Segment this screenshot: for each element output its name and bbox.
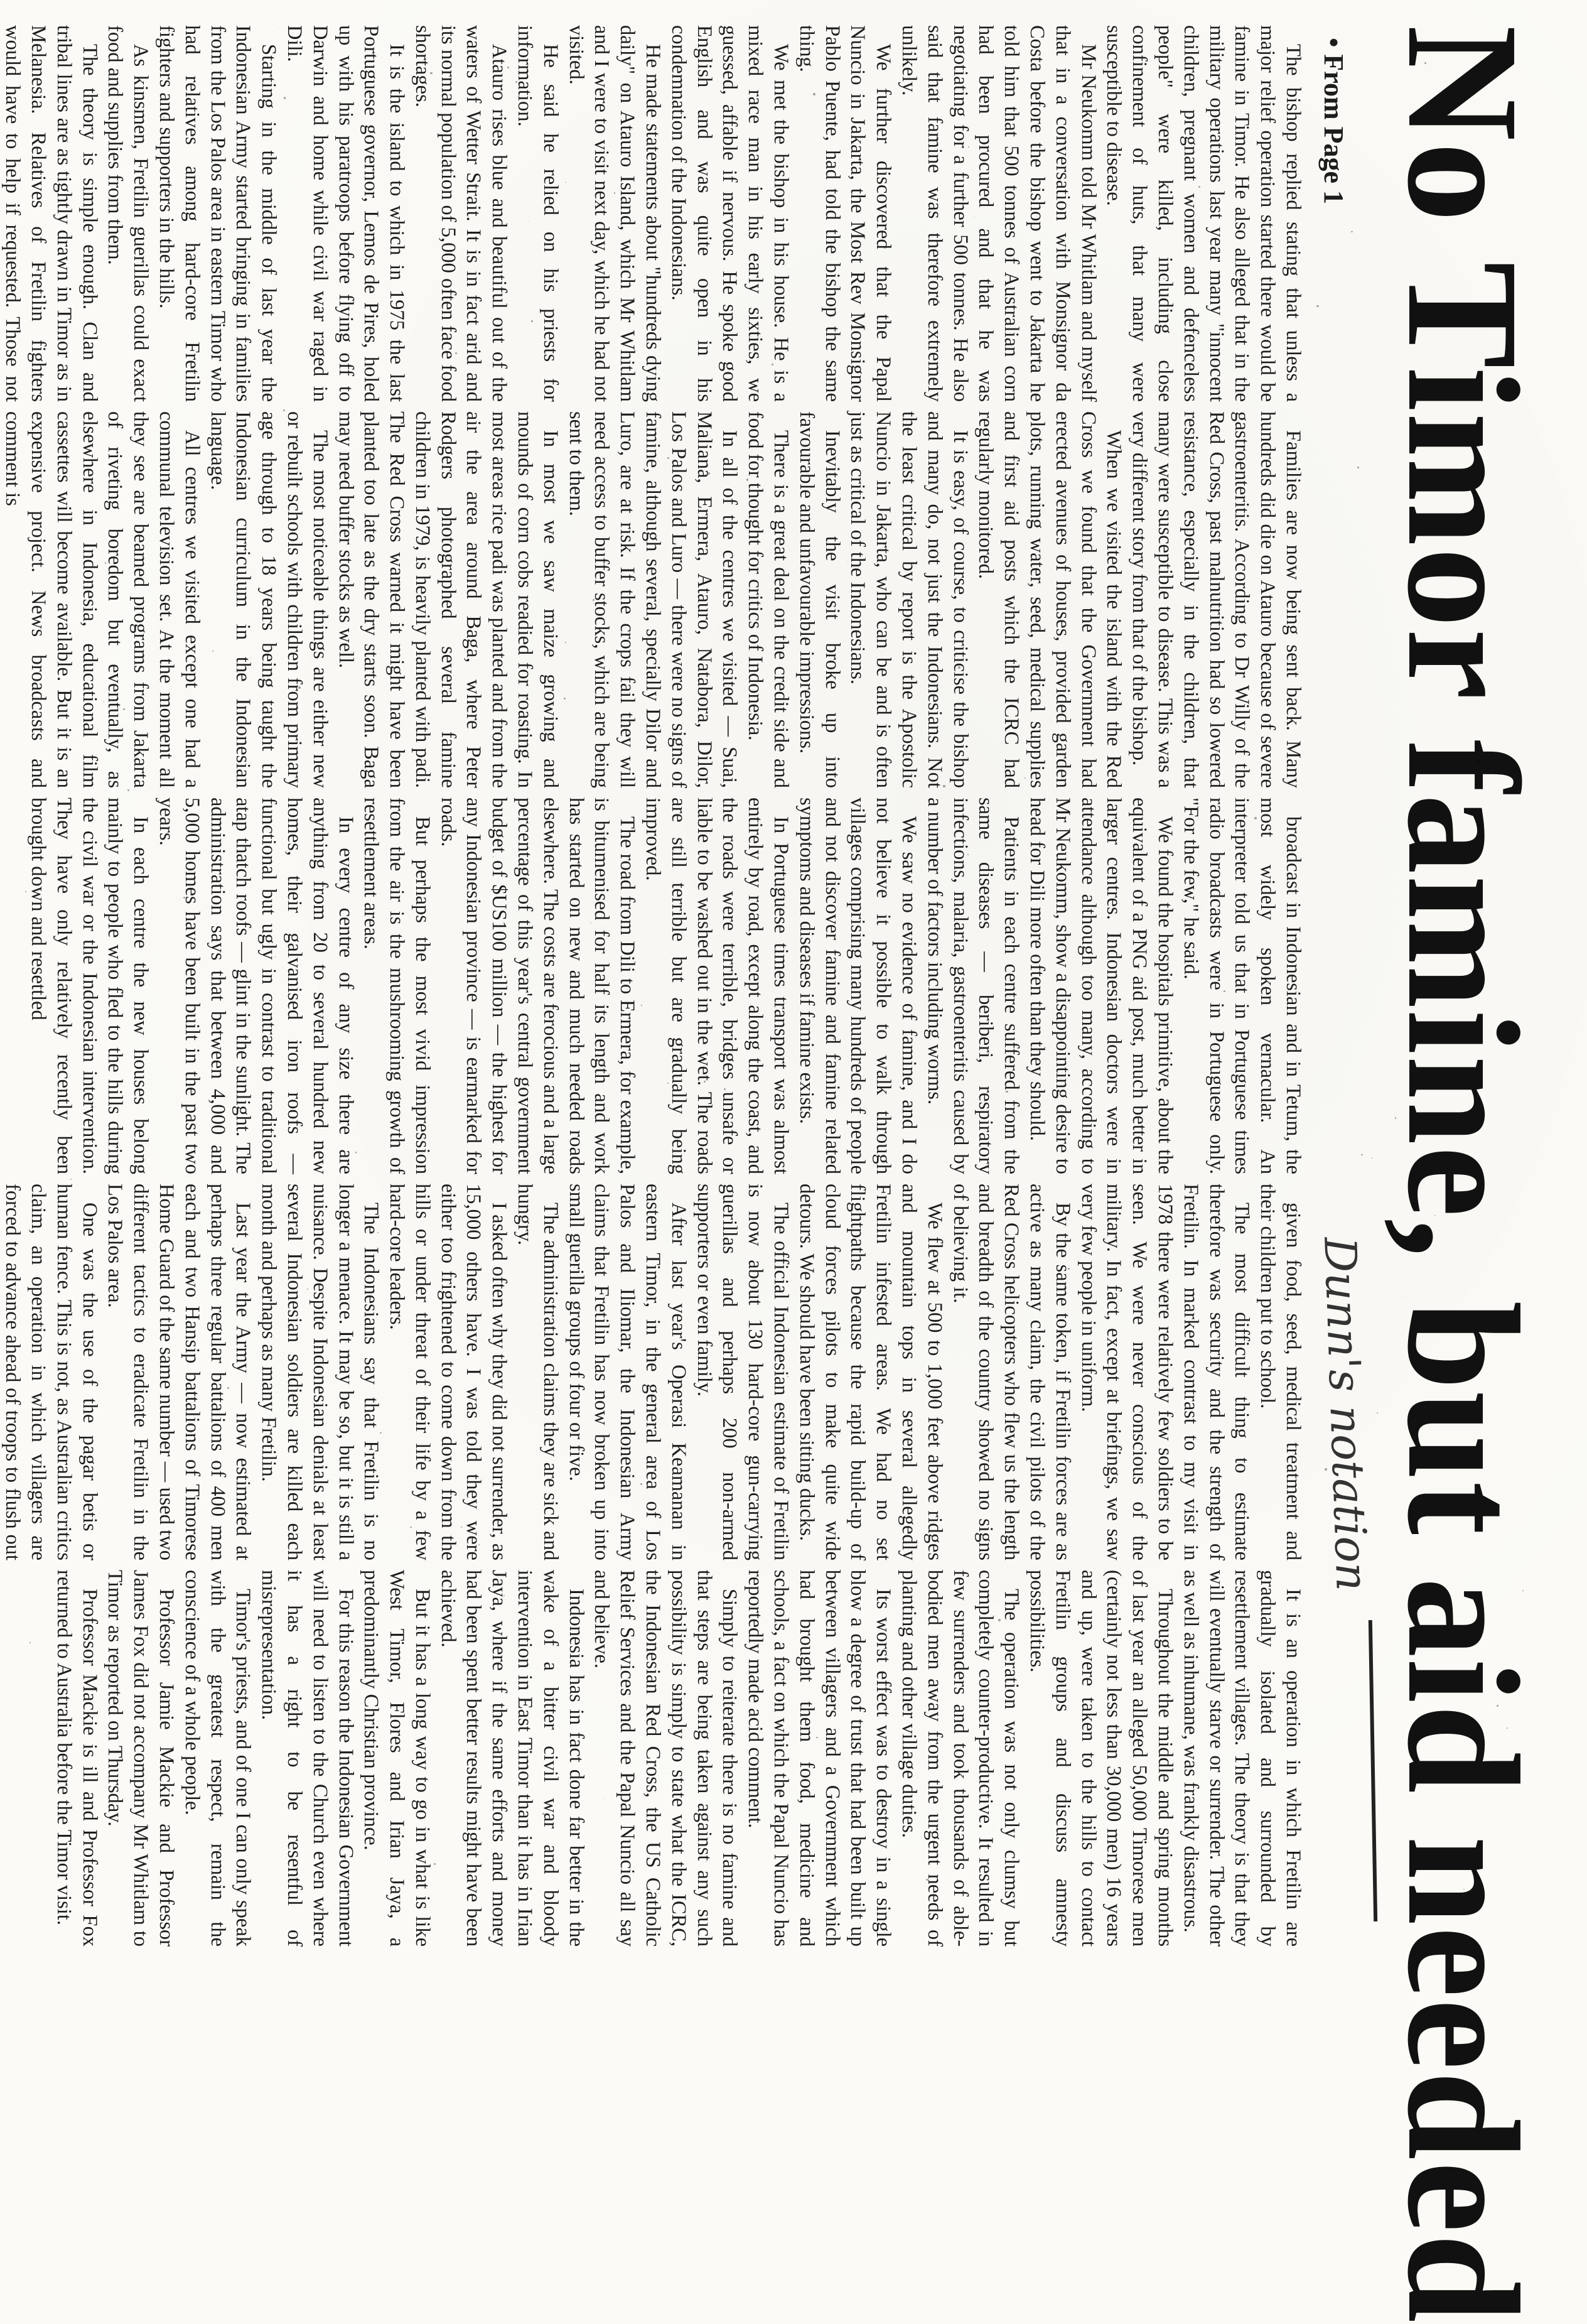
scan-speck — [234, 455, 235, 457]
scan-speck — [1068, 1268, 1069, 1269]
scan-speck — [937, 301, 940, 303]
scan-speck — [757, 822, 758, 823]
article-body — [1, 25, 1306, 1947]
article-paragraph: We met the bishop in his house. He is a mixed race man in his early sixties, we guessed, affable if nervous. He spoke good English and was quite open in his condemnation of the Indonesians. — [667, 25, 793, 402]
scan-speck — [158, 800, 159, 802]
article-column — [1, 411, 1306, 788]
article-column — [1, 25, 1306, 402]
scan-speck — [284, 97, 286, 99]
scan-speck — [1109, 51, 1111, 53]
article-paragraph: By the same token, if Fretilin forces are as active as many claim, the civil pilots of the Red Cross helicopters who flew us the length and breadth of the country showed no signs of believing it. — [949, 1184, 1074, 1560]
article-paragraph: When we visited the island with the Red Cross we found that the Government had erected avenues of houses, provided garden plots, running water, seed, medical supplies and first aid posts which the ICRC had regularly monitored. — [974, 411, 1126, 788]
article-paragraph: Throughout the middle and spring months of last year an alleged 50,000 Timorese men (certainly not less than 30,000 men) 16 years and up, were taken to the hills to contact Fretilin groups and discuss amnesty possibilities. — [1026, 1570, 1177, 1947]
scan-speck — [1351, 231, 1352, 232]
headline: No Timor famine, but aid needed — [1374, 25, 1551, 2324]
article-paragraph: But perhaps the most vivid impression from the air is the mushrooming growth of resettlement areas. — [360, 797, 434, 1174]
scan-speck — [507, 67, 509, 68]
scan-speck — [217, 1549, 218, 1550]
scan-speck — [515, 81, 517, 83]
scan-speck — [968, 146, 969, 148]
article-paragraph: I asked often why they did not surrender, as 15,000 others have. I was told they were either too frightened to come down from the hills or under threat of their life by a few hard-core leaders. — [385, 1184, 511, 1560]
scan-speck — [667, 457, 669, 458]
article-paragraph: We flew at 500 to 1,000 feet above ridges and mountain tops in several allegedly Fretilin infested areas. We had no set flightpaths because the rapid build-up of cloud forces pilots to make quite wide detours. We should have been sitting ducks. — [795, 1184, 946, 1560]
continued-from-label: • From Page 1 — [1318, 38, 1349, 205]
scan-speck — [298, 686, 300, 688]
scan-speck — [884, 247, 885, 248]
article-paragraph: We found the hospitals primitive, about the equivalent of a PNG aid post, much better in larger centres. Indonesian doctors were in attendance although too many, according to Mr Neukomm, show a disappointing desire to head for Dili more often than they should. — [1026, 797, 1177, 1174]
scan-speck — [1141, 1660, 1142, 1661]
article-paragraph: He said he relied on his priests for information. — [514, 25, 562, 402]
article-column — [25, 797, 1306, 1174]
article-paragraph: Its worst effect was to destroy in a single blow a degree of trust that had been built up between villagers and a Government which had brought them food, medicine and schools, a fact on which the Papal Nuncio has reportedly made acid comment. — [744, 1570, 895, 1947]
article-paragraph: The bishop replied stating that unless a major relief operation started there would be famine in Timor. He also alleged that in the military operations last year many "innocent children, pregnant women and defenceless people" were killed, including close confinement of huts, that many were susceptible to disease. — [1102, 25, 1305, 402]
scan-speck — [123, 708, 124, 710]
scan-speck — [1402, 1297, 1403, 1298]
scan-speck — [434, 1863, 436, 1865]
article-paragraph: Last year the Army — now estimated at perhaps three regular battalions of 400 men each and two Hansip battalions of Timorese Home Guard of the same number — used two different tactics to eradicate Fretilin in the Los Palos area. — [104, 1184, 255, 1560]
scan-speck — [1004, 540, 1006, 542]
scan-speck — [523, 867, 525, 870]
article-paragraph: The most noticeable things are either new or rebuilt schools with children from primary age through to 18 years being taught the Indonesian curriculum in the Indonesian language. — [206, 411, 331, 788]
scan-speck — [183, 897, 185, 899]
scan-speck — [1371, 1158, 1372, 1159]
article-paragraph: Professor Jamie Mackie and Professor James Fox did not accompany Mr Whitlam to Timor as reported on Thursday. — [104, 1570, 178, 1947]
scan-speck — [816, 1737, 817, 1738]
scan-speck — [847, 561, 848, 562]
article-paragraph: Families are now being sent back. Many hundreds did die on Atauro because of severe gastroenteritis. According to Dr Willy of the Red Cross, past malnutrition had so lowered resistance, especially in the children, that many were susceptible to disease. This was a very different story from that of the bishop. — [1128, 411, 1305, 788]
article-paragraph: The official Indonesian estimate of Fretilin is now about 130 hard-core gun-carrying guerillas and perhaps 200 non-armed supporters or even family. — [692, 1184, 793, 1560]
scan-speck — [380, 1432, 381, 1434]
scan-speck — [25, 891, 26, 892]
article-paragraph: The Indonesians say that Fretilin is no longer a menace. It may be so, but it is still a nuisance. Despite Indonesian denials at least several Indonesian soldiers are killed each month and perhaps as many Fretilin. — [257, 1184, 383, 1560]
article-paragraph: The operation was not only clumsy but completely counter-productive. It resulted in few surrenders and took thousands of able-bodied men away from the urgent needs of planting and other village duties. — [898, 1570, 1023, 1947]
scan-speck — [127, 789, 129, 791]
article-paragraph: For this reason the Indonesian Government will need to listen to the Church even where it has a right to be resentful of misrepresentation. — [257, 1570, 357, 1947]
article-paragraph: The road from Dili to Ermera, for example, is bitumenised for half its length and work has started on new and much needed roads elsewhere. The costs are ferocious and a large percentage of this year's central government budget of $US100 million — the highest for any Indonesian province — is earmarked for roads. — [436, 797, 639, 1174]
scan-speck — [834, 1837, 836, 1839]
scan-speck — [1035, 322, 1037, 324]
scan-speck — [704, 1081, 705, 1082]
scan-speck — [813, 93, 815, 95]
scan-speck — [30, 1642, 31, 1643]
scan-speck — [998, 1619, 1001, 1621]
scan-speck — [1395, 1117, 1396, 1118]
article-paragraph: We further discovered that the Papal Nuncio in Jakarta, the Most Rev Monsignor Pablo Puente, had told the bishop the same thing. — [795, 25, 895, 402]
article-paragraph: The administration claims they are sick and hungry. — [514, 1184, 562, 1560]
article-paragraph: Professor Mackie is ill and Professor Fox returned to Australia before the Timor visit. — [52, 1570, 101, 1947]
article-paragraph: All centres we visited except one had a communal television set. At the moment all they see are beamed programs from Jakarta of riveting boredom but eventually, as elsewhere in Indonesia, educational film cassettes will become available. But it is an expensive project. News broadcasts and comment is — [1, 411, 203, 788]
scan-speck — [531, 320, 533, 322]
article-paragraph: One was the use of the pagar betis or human fence. This is not, as Australian critics claim, an operation in which villagers are forced to advance ahead of troops to flush out — [1, 1184, 101, 1560]
scan-speck — [1361, 1154, 1362, 1155]
scan-speck — [1198, 186, 1200, 188]
scan-speck — [778, 204, 780, 206]
article-column — [25, 1570, 1306, 1947]
article-paragraph: Starting in the middle of last year the Indonesian Army started bringing in families from the Los Palos area in eastern Timor who had relatives among hard-core Fretilin fighters and supporters in the hills. — [154, 25, 281, 402]
scan-speck — [143, 983, 144, 985]
article-paragraph: In each centre the new houses belong mainly to people who fled to the hills during the civil war or the Indonesian intervention. They have only relatively recently been brought down and resettled — [26, 797, 153, 1174]
article-paragraph: Inevitably the visit broke up into favourable and unfavourable impressions. — [795, 411, 844, 788]
scan-speck — [1163, 278, 1165, 279]
scan-speck — [926, 1879, 928, 1881]
article-paragraph: After last year's Operasi Keamanan in eastern Timor, in the general area of Los Palos and Iliomar, the Indonesian Army claims that Fretilin has now broken up into small guerilla groups of four or five. — [564, 1184, 690, 1560]
article-paragraph: It is easy, of course, to criticise the bishop and many do, not just the Indonesians. Not the least critical by report is the Apostolic Nuncio in Jakarta, who can be and is often just as critical of the Indonesians. — [846, 411, 972, 788]
scan-speck — [1414, 1327, 1415, 1329]
article-paragraph: But it has a long way to go in what is like West Timor, Flores and Irian Jaya, a predominantly Christian province. — [360, 1570, 434, 1947]
handwritten-note: Dunn's notation — [1314, 1236, 1378, 1592]
scan-speck — [1316, 305, 1318, 307]
article-paragraph: It is the island to which in 1975 the last Portuguese governor, Lemos de Pires, holed up with his paratroops before flying off to Darwin and home while civil war raged in Dili. — [282, 25, 409, 402]
scan-speck — [772, 364, 773, 365]
scan-speck — [834, 835, 837, 838]
article-paragraph: In Portuguese times transport was almost entirely by road, except along the coast, and the roads were terrible, bridges unsafe or liable to be washed out in the wet. The roads are still terrible but are gradually being improved. — [642, 797, 793, 1174]
newspaper-clipping — [1, 25, 1557, 2324]
scan-speck — [186, 803, 188, 806]
scan-speck — [590, 922, 591, 923]
article-paragraph: The most difficult thing to estimate therefore was security and the strength of Fretilin. In marked contrast to my visit in 1978 there were relatively few soldiers to be seen. We were never conscious of the military. In fact, except at briefings, we saw very few people in uniform. — [1077, 1184, 1254, 1560]
article-column — [1, 1184, 1306, 1560]
scan-speck — [1006, 1091, 1008, 1093]
scan-speck — [1445, 1678, 1448, 1681]
article-paragraph: broadcast in Indonesian and in Tetum, the most widely spoken vernacular. An interpreter told us that in Portuguese times radio broadcasts were in Portuguese only. "For the few," he said. — [1179, 797, 1305, 1174]
article-paragraph: It is an operation in which Fretilin are gradually isolated and surrounded by resettlement villages. The theory is that they will eventually starve or surrender. The other as well as inhumane, was frankly disastrous. — [1179, 1570, 1305, 1947]
article-paragraph: In all of the centres we visited — Suai, Maliana, Ermera, Atauro, Natabora, Dilor, Los Palos and Luro — there were no signs of famine, although several, specially Dilor and Luro, are at risk. If the crops fail they will need access to buffer stocks, which are being sent to them. — [564, 411, 741, 788]
article-paragraph: Indonesia has in fact done far better in the wake of a bitter civil war and bloody intervention in East Timor than it has in Irian Jaya, where if the same efforts and money had been spent better results might have been achieved. — [436, 1570, 588, 1947]
article-paragraph: Atauro rises blue and beautiful out of the waters of Wetter Strait. It is in fact arid and its normal population of 5,000 often face food shortages. — [411, 25, 511, 402]
scan-speck — [410, 1527, 411, 1528]
article-paragraph: Timor's priests, and of one I can only speak with the greatest respect, remain the conscience of a whole people. — [180, 1570, 255, 1947]
article-paragraph: Mr Neukomm told Mr Whitlam and myself that in a conversation with Monsignor da Costa before the bishop went to Jakarta he told him that 500 tonnes of Australian corn had been procured and that he was negotiating for a further 500 tonnes. He also said that famine was therefore extremely unlikely. — [898, 25, 1100, 402]
article-paragraph: In every centre of any size there are anything from 20 to several hundred new homes, their galvanised iron roofs — functional but ugly in contrast to traditional atap thatch roofs — glint in the sunlight. The administration says that between 4,000 and 5,000 homes have been built in the past two years. — [154, 797, 357, 1174]
scan-speck — [227, 1387, 229, 1389]
article-paragraph: Patients in each centre suffered from the same diseases — beriberi, respiratory infections, malaria, gastroenteritis caused by a number of factors including worms. — [923, 797, 1023, 1174]
article-paragraph: The theory is simple enough. Clan and tribal lines are as tightly drawn in Timor as in Melanesia. Relatives of Fretilin fighters would have to help if requested. Those not — [1, 25, 101, 402]
article-paragraph: Simply to reiterate there is no famine and that steps are being taken against any such possibility is simply to state what the ICRC, the Indonesian Red Cross, the US Catholic Relief Services and the Papal Nuncio all say and believe. — [590, 1570, 741, 1947]
scan-speck — [70, 1179, 72, 1180]
article-paragraph: As kinsmen, Fretilin guerillas could exact food and supplies from them. — [104, 25, 153, 402]
scan-speck — [521, 712, 522, 713]
scan-speck — [1424, 62, 1426, 64]
scan-speck — [667, 1083, 669, 1084]
scan-speck — [943, 785, 945, 787]
article-paragraph: We saw no evidence of famine, and I do not believe it possible to walk through villages comprising many hundreds of people and not discover famine and famine related symptoms and diseases if famine exists. — [795, 797, 921, 1174]
article-paragraph: He made statements about "hundreds dying daily" on Atauro Island, which Mr Whitlam and I were to visit next day, which he had not visited. — [564, 25, 665, 402]
scan-speck — [478, 1544, 480, 1545]
article-paragraph: There is a great deal on the credit side and food for thought for critics of Indonesia. — [744, 411, 793, 788]
article-paragraph: given food, seed, medical treatment and their children put to school. — [1256, 1184, 1305, 1560]
scan-speck — [746, 478, 749, 481]
article-paragraph: In most we saw maize growing and mounds of corn cobs readied for roasting. In most areas rice padi was planted and from the air the area around Baga, where Peter Rodgers photographed several famine children in 1979, is heavily planted with padi. The Red Cross warned it might have been planted too late as the dry starts soon. Baga may need buffer stocks as well. — [334, 411, 562, 788]
